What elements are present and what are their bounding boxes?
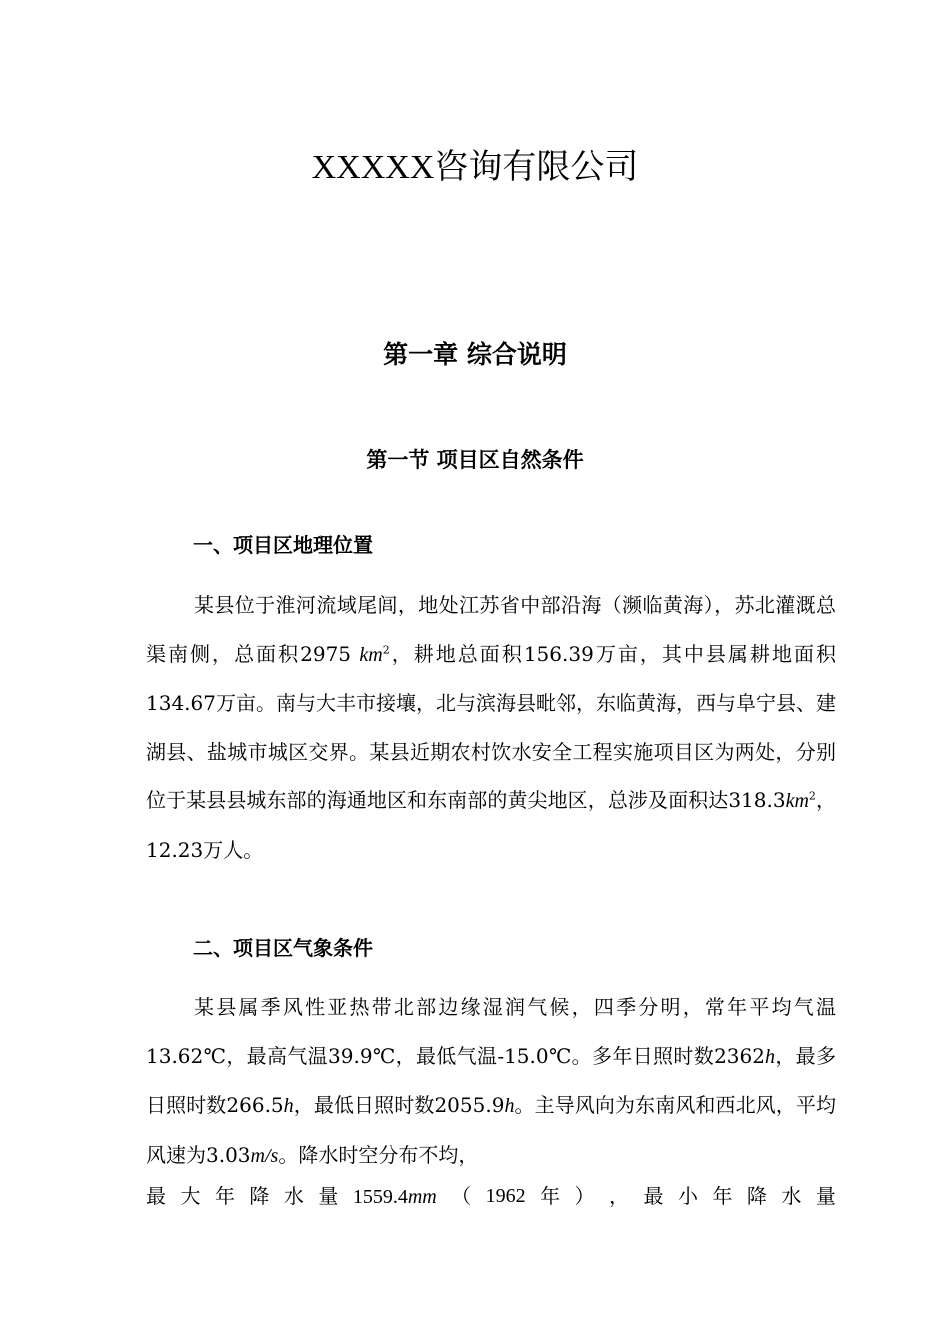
unit-m-per-s: m/s (250, 1144, 279, 1167)
word: 水 (283, 1184, 304, 1208)
unit-h: h (504, 1095, 515, 1117)
word: ） (574, 1184, 595, 1208)
word: 小 (677, 1184, 698, 1208)
word: 年 (712, 1184, 733, 1208)
year-value: 1962 (485, 1185, 526, 1207)
climate-text-5: 。降水时空分布不均， (278, 1142, 479, 1167)
heading-climate-conditions: 二、项目区气象条件 (193, 936, 373, 960)
word: （ (451, 1184, 472, 1208)
unit-km: km (785, 790, 809, 812)
paragraph-last-line (146, 1181, 836, 1212)
unit-superscript: 2 (808, 789, 816, 803)
word: 量 (815, 1184, 836, 1208)
climate-text-1: 某县属季风性亚热带北部边缘湿润气候，四季分明，常年平均气温13.62℃，最高气温39.9℃，最低气温-15.0℃。多年日照时数2362 (146, 995, 836, 1068)
paragraph-geographic-location (146, 581, 836, 874)
value: 1559.4 (352, 1186, 408, 1208)
word: 量 (318, 1184, 339, 1208)
unit-h: h (283, 1095, 294, 1117)
climate-text-4: 。主导风向为东南风和西北风，平均风速为3.03 (146, 1093, 837, 1167)
word: 年 (214, 1184, 235, 1208)
word: 大 (180, 1184, 201, 1208)
company-title: XXXXX咨询有限公司 (311, 149, 639, 186)
unit-mm: mm (407, 1186, 437, 1208)
geo-text-2: ，耕地总面积156.39万亩，其中县属耕地面积134.67万亩。南与大丰市接壤，北与滨海县毗邻，东临黄海，西与阜宁县、建湖县、盐城市城区交界。某县近期农村饮水安全工程实施项目区为两处，分别位于某县县城东部的海通地区和东南部的黄尖地区，总涉及面积达318.3 (146, 641, 836, 812)
word: 最 (643, 1184, 664, 1208)
unit-km: km (359, 643, 383, 666)
word: 最 (146, 1184, 166, 1208)
chapter-title: 第一章 综合说明 (383, 340, 567, 369)
climate-text-3: ，最低日照时数2055.9 (293, 1093, 505, 1117)
word: 水 (781, 1184, 802, 1208)
word: ， (609, 1184, 630, 1208)
heading-geographic-location: 一、项目区地理位置 (193, 533, 373, 557)
section-title: 第一节 项目区自然条件 (366, 447, 584, 472)
geo-text-1: 某县位于淮河流域尾闾，地处江苏省中部沿海（濒临黄海），苏北灌溉总渠南侧，总面积2975 (146, 593, 836, 666)
unit-superscript: 2 (382, 642, 390, 656)
word: 降 (746, 1184, 767, 1208)
climate-text-2: ，最多日照时数266.5 (146, 1043, 837, 1117)
geo-text-3: ，12.23万人。 (146, 788, 837, 862)
word: 年 (540, 1184, 561, 1208)
paragraph-climate-conditions (146, 983, 836, 1180)
unit-h: h (764, 1045, 775, 1068)
word: 降 (249, 1184, 270, 1208)
